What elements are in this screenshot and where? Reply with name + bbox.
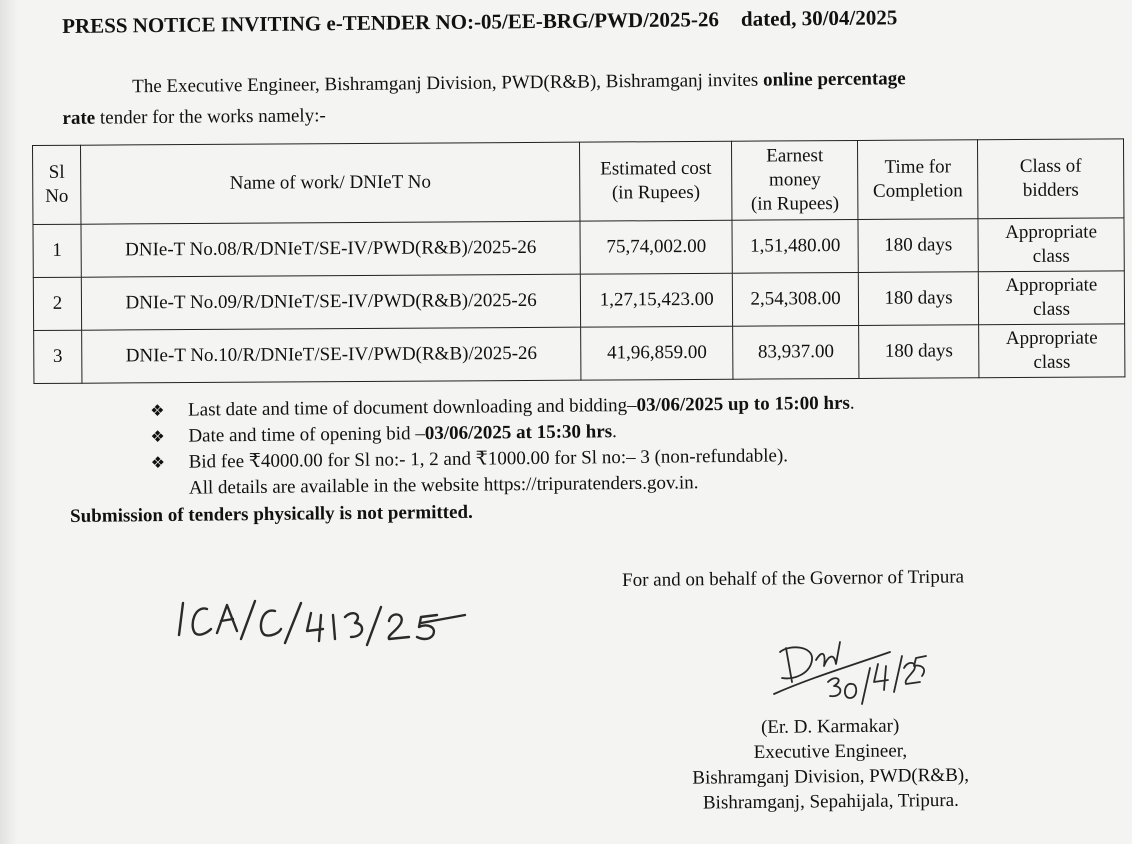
cell-class: Appropriate class: [979, 324, 1125, 378]
intro-paragraph: [62, 62, 1043, 134]
cell-earnest: 1,51,480.00: [732, 219, 858, 273]
intro-text: The Executive Engineer, Bishramganj Division, PWD(R&B), Bishramganj invites: [132, 69, 764, 98]
cell-sl: 1: [33, 224, 81, 277]
list-item: ❖ Date and time of opening bid –03/06/2025 at 15:30 hrs.: [150, 417, 855, 450]
header-time: Time for Completion: [858, 140, 978, 220]
header-earnest: Earnest money (in Rupees): [732, 140, 858, 220]
diamond-bullet-icon: ❖: [150, 454, 166, 472]
cell-cost: 41,96,859.00: [581, 326, 733, 380]
cell-class: Appropriate class: [978, 218, 1124, 272]
table-row: [33, 218, 1124, 278]
cell-class: Appropriate class: [978, 271, 1124, 325]
tender-table: [32, 138, 1125, 384]
header-name: Name of work/ DNIeT No: [80, 142, 580, 224]
list-item: ❖ Bid fee ₹4000.00 for Sl no:- 1, 2 and ₹1000.00 for Sl no:– 3 (non-refundable).: [151, 443, 856, 476]
intro-bold-rate: rate: [62, 107, 96, 129]
header-cost: Estimated cost (in Rupees): [580, 141, 732, 221]
table-row: [33, 271, 1124, 331]
cell-earnest: 83,937.00: [733, 325, 859, 379]
diamond-bullet-icon: ❖: [150, 428, 165, 446]
cell-name: DNIe-T No.09/R/DNIeT/SE-IV/PWD(R&B)/2025-26: [81, 274, 581, 330]
page-title: [62, 5, 897, 39]
cell-time: 180 days: [858, 219, 978, 273]
cell-name: DNIe-T No.08/R/DNIeT/SE-IV/PWD(R&B)/2025-26: [81, 221, 581, 277]
signatory-designation: Executive Engineer,: [753, 740, 908, 764]
cell-time: 180 days: [859, 325, 979, 379]
intro-text-end: tender for the works namely:-: [95, 105, 326, 129]
signature-image: [770, 630, 930, 710]
details-list: [150, 391, 856, 501]
signatory-address: Bishramganj, Sepahijala, Tripura.: [702, 789, 959, 814]
scan-edge: [0, 0, 18, 844]
submission-note: Submission of tenders physically is not permitted.: [70, 501, 473, 527]
signatory-division: Bishramganj Division, PWD(R&B),: [692, 764, 970, 789]
cell-cost: 1,27,15,423.00: [581, 273, 733, 327]
cell-sl: 3: [34, 330, 82, 383]
cell-earnest: 2,54,308.00: [732, 272, 858, 326]
header-class: Class of bidders: [978, 139, 1124, 219]
cell-name: DNIe-T No.10/R/DNIeT/SE-IV/PWD(R&B)/2025-26: [82, 327, 582, 383]
intro-bold-text: online percentage: [762, 68, 906, 91]
cell-sl: 2: [33, 277, 81, 330]
signatory-name: (Er. D. Karmakar): [760, 715, 900, 738]
signature-block: [660, 712, 1001, 816]
diamond-bullet-icon: ❖: [150, 402, 165, 420]
behalf-line: For and on behalf of the Governor of Tripura: [622, 566, 965, 591]
handwritten-reference-image: [175, 595, 475, 655]
table-header-row: [33, 139, 1124, 225]
header-sl: Sl No: [33, 145, 81, 224]
table-row: [34, 324, 1125, 384]
list-item-website: All details are available in the website https://tripuratenders.gov.in.: [188, 472, 699, 499]
notice-number: PRESS NOTICE INVITING e-TENDER NO:-05/EE-BRG/PWD/2025-26: [62, 7, 720, 38]
cell-time: 180 days: [858, 272, 978, 326]
list-item: ❖ Last date and time of document downloading and bidding–03/06/2025 up to 15:00 hrs.: [150, 391, 855, 424]
cell-cost: 75,74,002.00: [580, 220, 732, 274]
notice-date: dated, 30/04/2025: [740, 5, 898, 31]
